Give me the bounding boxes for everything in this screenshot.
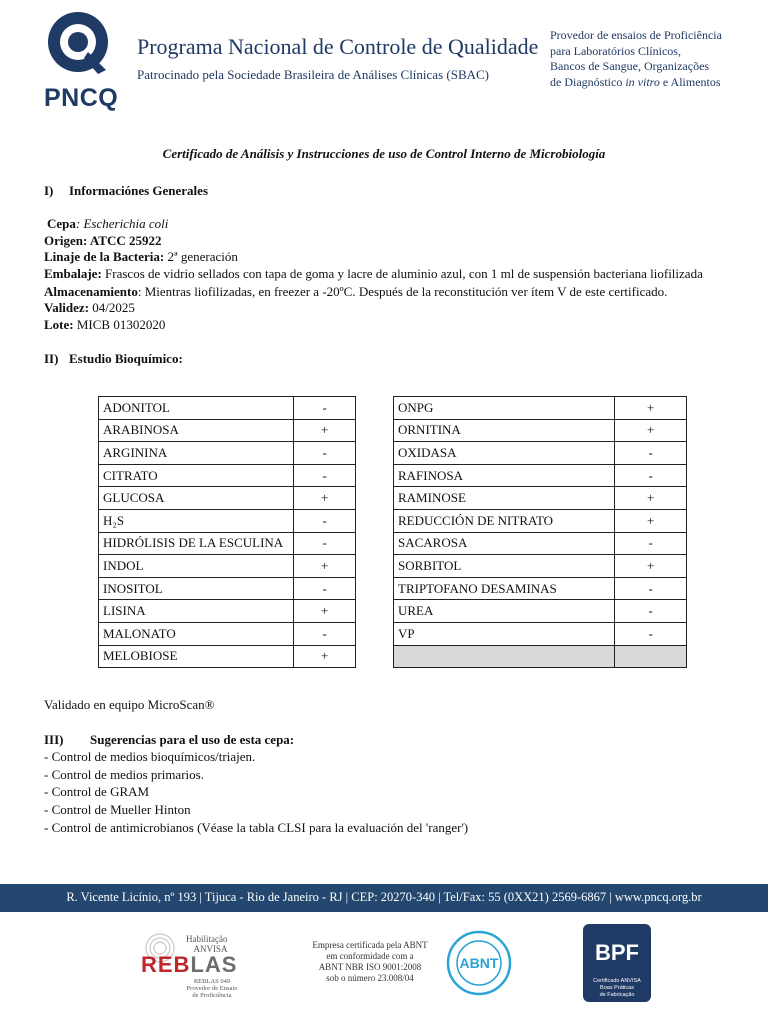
pncq-logo-icon	[44, 8, 116, 86]
test-result-cell: +	[294, 419, 356, 442]
test-result-cell: +	[615, 419, 687, 442]
test-result-cell: -	[615, 577, 687, 600]
test-name-cell: CITRATO	[99, 464, 294, 487]
test-result-cell: -	[615, 442, 687, 465]
section-3-title: Sugerencias para el uso de esta cepa:	[90, 732, 295, 747]
provider-description	[550, 28, 760, 90]
test-name-cell: SORBITOL	[394, 555, 615, 578]
table-row	[99, 622, 356, 645]
table-row	[99, 509, 356, 532]
test-result-cell: -	[294, 442, 356, 465]
test-name-cell: HIDRÓLISIS DE LA ESCULINA	[99, 532, 294, 555]
table-row	[394, 645, 687, 668]
test-result-cell: -	[615, 464, 687, 487]
table-row	[394, 555, 687, 578]
test-result-cell: -	[294, 532, 356, 555]
suggestion-item: - Control de antimicrobianos (Véase la tabla CLSI para la evaluación del 'ranger')	[44, 820, 469, 835]
suggestion-item: - Control de Mueller Hinton	[44, 802, 191, 817]
section-1-title: Informaciónes Generales	[69, 183, 209, 198]
test-name-cell: INDOL	[99, 555, 294, 578]
program-subtitle: Patrocinado pela Sociedade Brasileira de Análises Clínicas (SBAC)	[137, 67, 489, 82]
test-name-cell: SACAROSA	[394, 532, 615, 555]
table-row	[394, 442, 687, 465]
abnt-seal-text: ABNT	[459, 955, 499, 971]
table-row	[394, 532, 687, 555]
cepa-line: Cepa: Escherichia coli	[47, 216, 169, 231]
table-row	[99, 419, 356, 442]
test-name-cell: GLUCOSA	[99, 487, 294, 510]
table-row	[394, 600, 687, 623]
test-result-cell: -	[615, 622, 687, 645]
provider-line: Bancos de Sangue, Organizações	[550, 59, 710, 73]
suggestion-item: - Control de medios primarios.	[44, 767, 204, 782]
suggestion-item: - Control de medios bioquímicos/triajen.	[44, 749, 256, 764]
reblas-habilitacao: Habilitação ANVISA	[186, 934, 228, 954]
test-result-cell: -	[294, 622, 356, 645]
test-name-cell: VP	[394, 622, 615, 645]
table-row	[99, 397, 356, 420]
test-name-cell: ONPG	[394, 397, 615, 420]
table-row	[394, 464, 687, 487]
origen-line: Origen: ATCC 25922	[44, 233, 162, 248]
table-row	[394, 419, 687, 442]
linaje-line: Linaje de la Bacteria: 2ª generación	[44, 249, 238, 264]
table-row	[99, 577, 356, 600]
provider-line: Provedor de ensaios de Proficiência	[550, 28, 722, 42]
program-title: Programa Nacional de Controle de Qualidade	[137, 34, 539, 59]
test-name-cell: ARGININA	[99, 442, 294, 465]
test-name-cell: INOSITOL	[99, 577, 294, 600]
provider-line: para Laboratórios Clínicos,	[550, 43, 681, 58]
test-result-cell: -	[615, 600, 687, 623]
table-row	[394, 487, 687, 510]
abnt-seal-icon	[446, 930, 512, 996]
test-result-cell: -	[294, 464, 356, 487]
test-result-cell: +	[615, 487, 687, 510]
test-result-cell: +	[294, 555, 356, 578]
table-row	[99, 442, 356, 465]
test-name-cell: LISINA	[99, 600, 294, 623]
bpf-caption: Certificado ANVISA Boas Práticas de Fabricação	[593, 978, 641, 998]
section-3-number: III)	[44, 732, 64, 747]
test-name-cell: ADONITOL	[99, 397, 294, 420]
test-name-cell: MALONATO	[99, 622, 294, 645]
table-row	[394, 622, 687, 645]
bpf-text: BPF	[595, 940, 639, 965]
test-result-cell: -	[294, 577, 356, 600]
test-name-cell: RAMINOSE	[394, 487, 615, 510]
reblas-wordmark: REBLAS	[141, 952, 238, 977]
test-result-cell	[615, 645, 687, 668]
test-name-cell: OXIDASA	[394, 442, 615, 465]
test-name-cell: ARABINOSA	[99, 419, 294, 442]
test-result-cell: +	[294, 645, 356, 668]
lote-line: Lote: MICB 01302020	[44, 317, 166, 332]
table-row	[99, 487, 356, 510]
test-result-cell: +	[294, 487, 356, 510]
validez-line: Validez: 04/2025	[44, 300, 135, 315]
provider-line: de Diagnóstico in vitro e Alimentos	[550, 74, 721, 89]
reblas-caption: REBLAS 049 Provedor de Ensaio de Proficiência	[186, 978, 238, 999]
test-result-cell: -	[294, 397, 356, 420]
abnt-certification-text: Empresa certificada pela ABNT em conformidade com a ABNT NBR ISO 9001:2008 sob o número 23.008/04	[312, 940, 428, 983]
test-result-cell: +	[615, 555, 687, 578]
table-row	[99, 600, 356, 623]
validated-note: Validado en equipo MicroScan®	[44, 697, 215, 712]
test-result-cell: +	[615, 509, 687, 532]
test-name-cell: REDUCCIÓN DE NITRATO	[394, 509, 615, 532]
footer-address: R. Vicente Licínio, nº 193 | Tijuca - Rio de Janeiro - RJ | CEP: 20270-340 | Tel/Fax: 55 (0XX21) 2569-6867 | www.pncq.org.br	[66, 890, 702, 904]
test-name-cell: MELOBIOSE	[99, 645, 294, 668]
certificate-title: Certificado de Análisis y Instrucciones de uso de Control Interno de Microbiología	[162, 146, 606, 161]
embalaje-line: Embalaje: Frascos de vidrio sellados con tapa de goma y lacre de aluminio azul, con 1 ml de suspensión bacteriana liofilizada	[44, 266, 703, 281]
biochem-table-left	[98, 396, 356, 668]
test-result-cell: -	[294, 509, 356, 532]
test-name-cell	[394, 645, 615, 668]
table-row	[394, 577, 687, 600]
test-name-cell: TRIPTOFANO DESAMINAS	[394, 577, 615, 600]
table-row	[99, 464, 356, 487]
test-result-cell: +	[615, 397, 687, 420]
test-name-cell: RAFINOSA	[394, 464, 615, 487]
table-row	[394, 397, 687, 420]
table-row	[99, 555, 356, 578]
test-name-cell: ORNITINA	[394, 419, 615, 442]
test-result-cell: -	[615, 532, 687, 555]
logo-text: PNCQ	[44, 84, 119, 112]
section-2-title: Estudio Bioquímico:	[69, 351, 183, 366]
test-name-cell: UREA	[394, 600, 615, 623]
almacenamiento-line: Almacenamiento: Mientras liofilizadas, en freezer a -20ºC. Después de la reconstitución ver ítem V de este certificado.	[44, 284, 668, 299]
section-2-number: II)	[44, 351, 59, 366]
test-name-cell: H₂S	[99, 509, 294, 532]
biochem-table-right	[393, 396, 687, 668]
table-row	[99, 532, 356, 555]
table-row	[394, 509, 687, 532]
suggestion-item: - Control de GRAM	[44, 784, 150, 799]
section-1-number: I)	[44, 183, 54, 198]
table-row	[99, 645, 356, 668]
test-result-cell: +	[294, 600, 356, 623]
